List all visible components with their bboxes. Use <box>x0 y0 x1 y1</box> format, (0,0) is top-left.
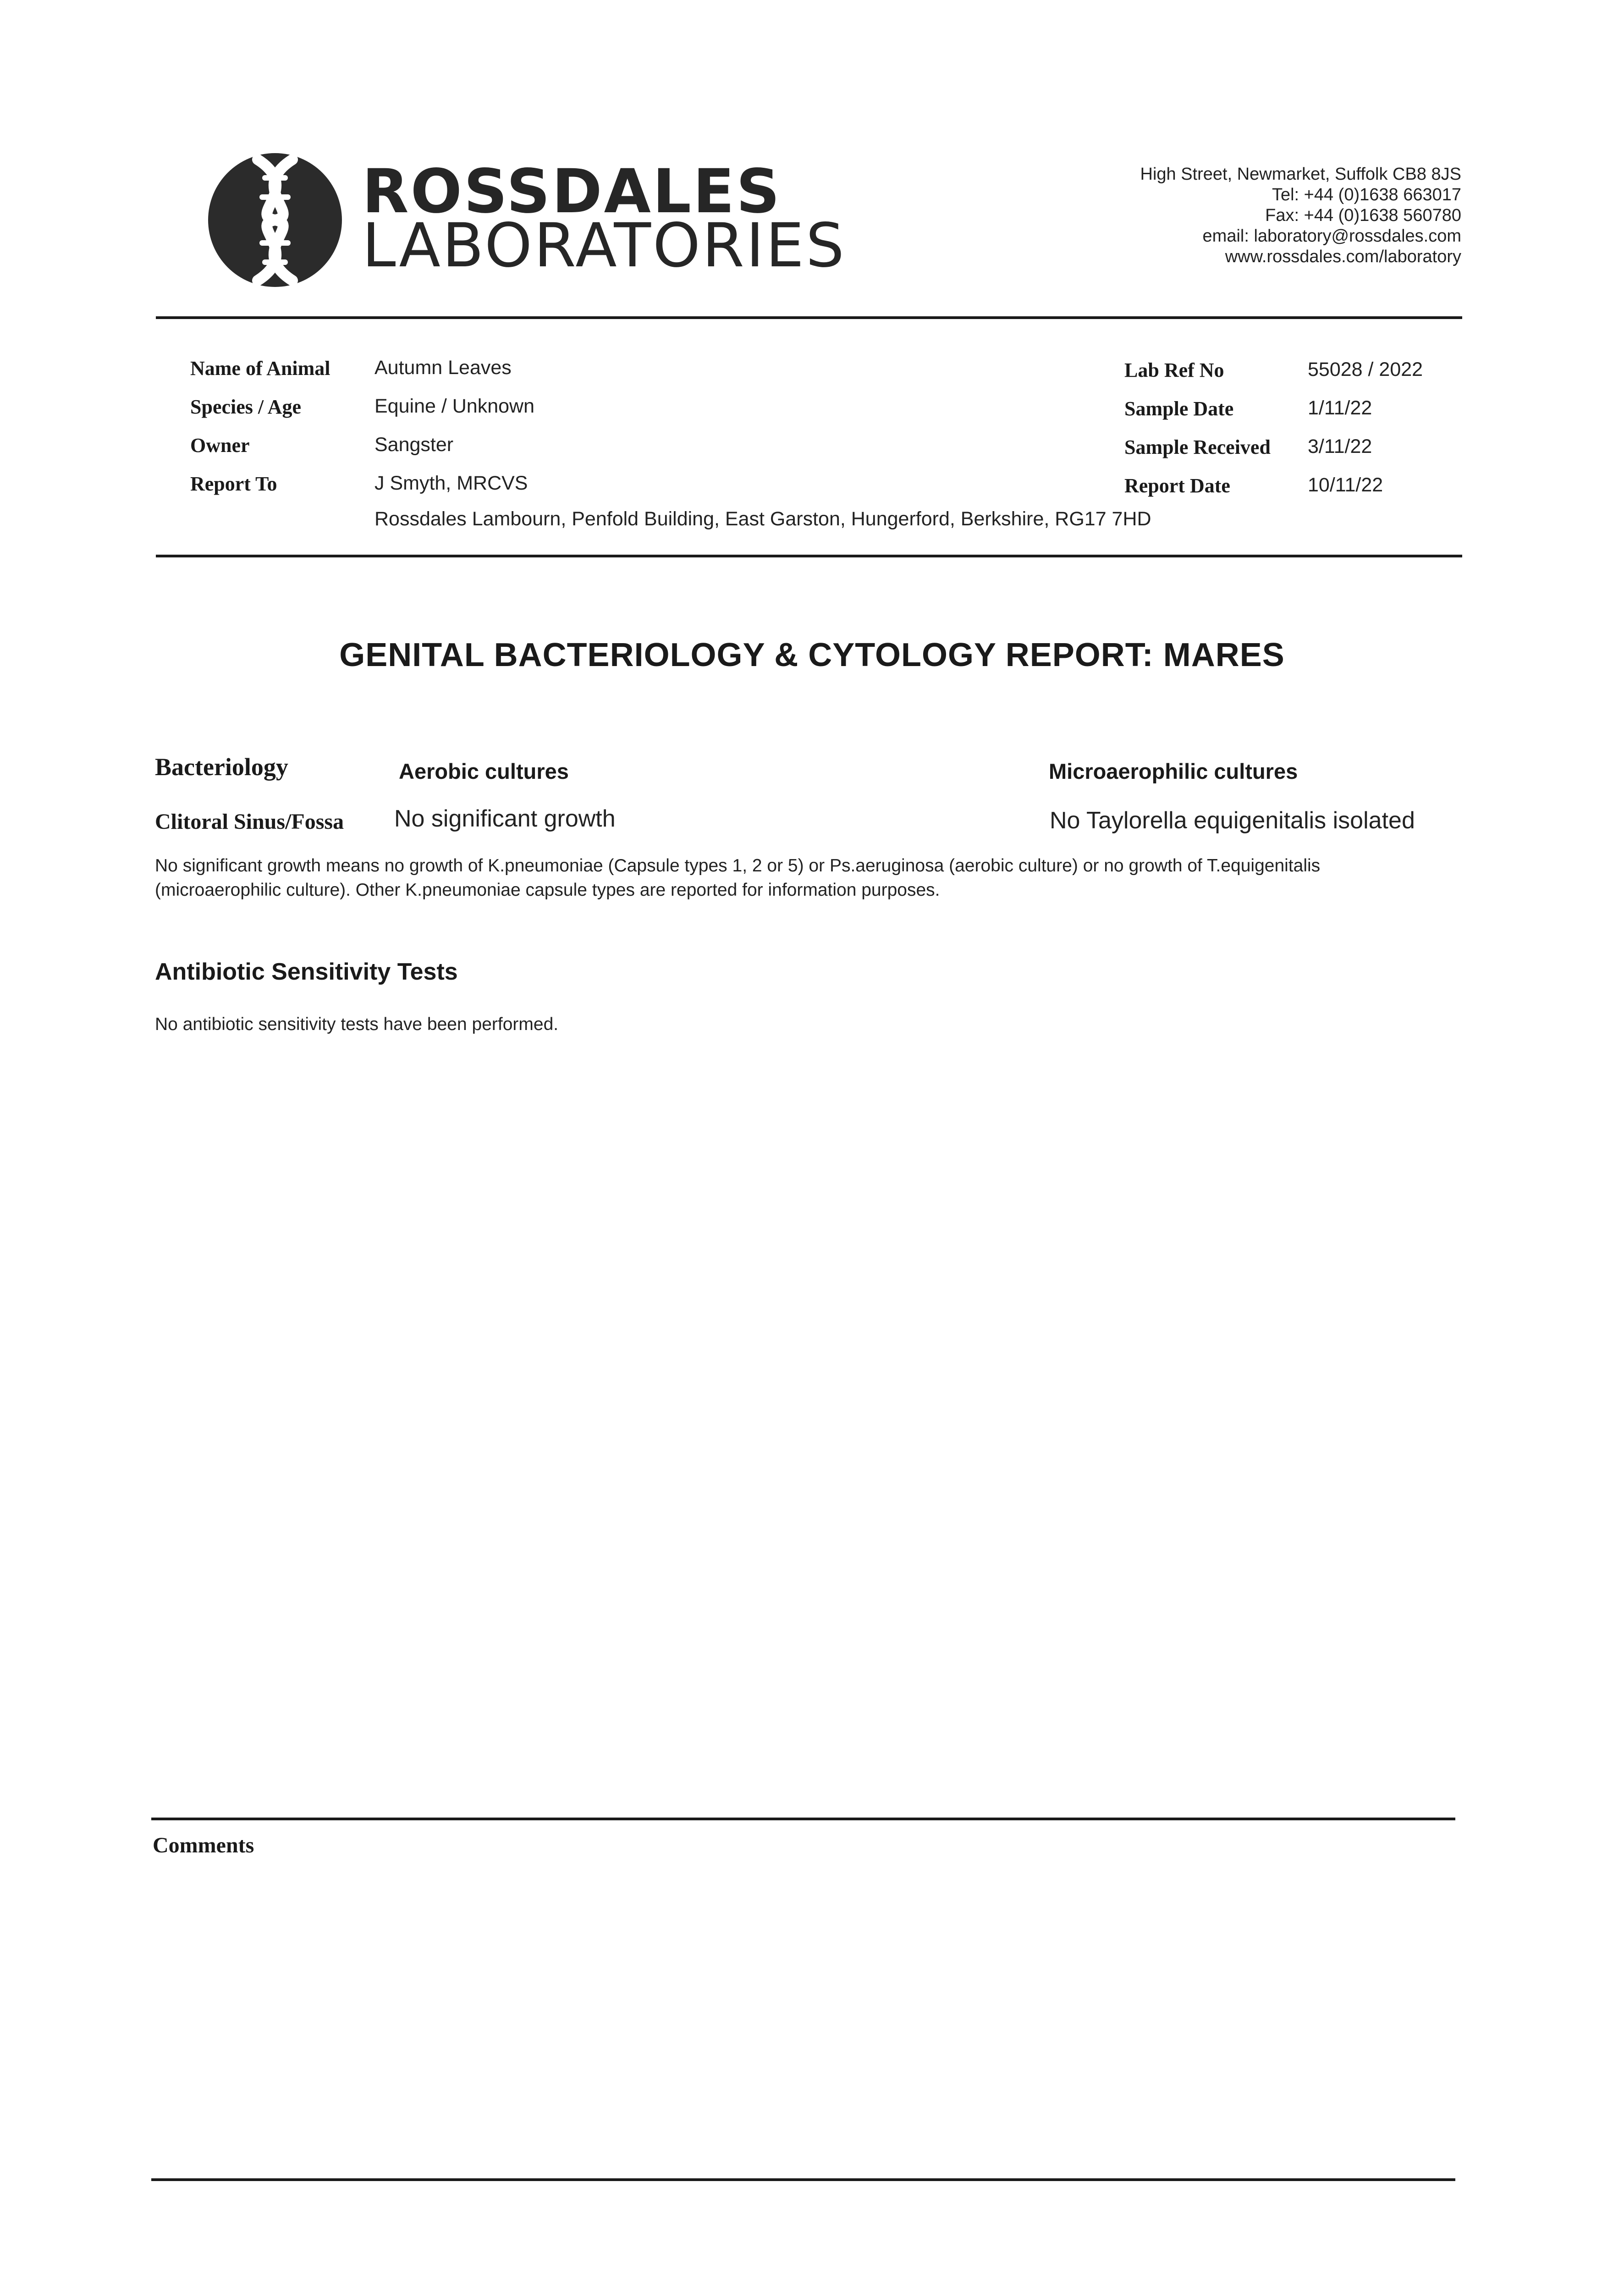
contact-tel: Tel: +44 (0)1638 663017 <box>1272 185 1461 204</box>
sample-received-label: Sample Received <box>1124 436 1271 458</box>
contact-address: High Street, Newmarket, Suffolk CB8 8JS <box>1140 165 1461 184</box>
antibiotic-text: No antibiotic sensitivity tests have been performed. <box>155 1014 559 1034</box>
sample-date-label: Sample Date <box>1124 397 1234 420</box>
report-title: GENITAL BACTERIOLOGY & CYTOLOGY REPORT: MARES <box>339 637 1285 673</box>
lab-ref-value: 55028 / 2022 <box>1308 358 1423 380</box>
report-to-label: Report To <box>190 473 277 495</box>
sample-received-value: 3/11/22 <box>1308 435 1372 457</box>
footer-divider <box>151 2178 1455 2181</box>
bacteriology-note <box>155 854 1470 902</box>
aerobic-result: No significant growth <box>394 805 616 832</box>
report-date-label: Report Date <box>1124 474 1230 497</box>
contact-fax: Fax: +44 (0)1638 560780 <box>1265 206 1461 225</box>
clitoral-sinus-fossa-label: Clitoral Sinus/Fossa <box>155 810 344 834</box>
info-divider <box>156 555 1462 557</box>
bacteriology-heading: Bacteriology <box>155 753 288 781</box>
name-of-animal-label: Name of Animal <box>190 357 330 380</box>
contact-web: www.rossdales.com/laboratory <box>1225 247 1461 266</box>
header-divider <box>156 316 1462 319</box>
sample-date-value: 1/11/22 <box>1308 397 1372 419</box>
brand-name-line2: LABORATORIES <box>362 210 846 281</box>
aerobic-cultures-heading: Aerobic cultures <box>399 759 569 783</box>
microaerophilic-result: No Taylorella equigenitalis isolated <box>1050 807 1415 834</box>
owner-value: Sangster <box>374 434 454 456</box>
antibiotic-heading: Antibiotic Sensitivity Tests <box>155 959 458 985</box>
report-to-value: J Smyth, MRCVS <box>374 472 528 494</box>
microaerophilic-cultures-heading: Microaerophilic cultures <box>1049 759 1298 783</box>
logo <box>206 151 344 289</box>
species-age-label: Species / Age <box>190 396 301 418</box>
name-of-animal-value: Autumn Leaves <box>374 357 512 379</box>
brand-name-line1: ROSSDALES <box>362 156 782 227</box>
lab-ref-label: Lab Ref No <box>1124 359 1224 381</box>
comments-heading: Comments <box>153 1833 254 1857</box>
comments-divider <box>151 1818 1455 1820</box>
report-date-value: 10/11/22 <box>1308 474 1383 496</box>
bacteriology-note-line1: No significant growth means no growth of K.pneumoniae (Capsule types 1, 2 or 5) or Ps.aeruginosa (aerobic culture) or no growth of T.equigenitalis <box>155 856 1321 876</box>
report-to-address: Rossdales Lambourn, Penfold Building, East Garston, Hungerford, Berkshire, RG17 7HD <box>374 508 1151 530</box>
dna-helix-logo-icon <box>206 151 344 289</box>
bacteriology-note-line2: (microaerophilic culture). Other K.pneumoniae capsule types are reported for information purposes. <box>155 880 940 900</box>
contact-block <box>1140 164 1461 267</box>
contact-email: email: laboratory@rossdales.com <box>1202 226 1461 246</box>
owner-label: Owner <box>190 434 250 457</box>
species-age-value: Equine / Unknown <box>374 395 534 417</box>
